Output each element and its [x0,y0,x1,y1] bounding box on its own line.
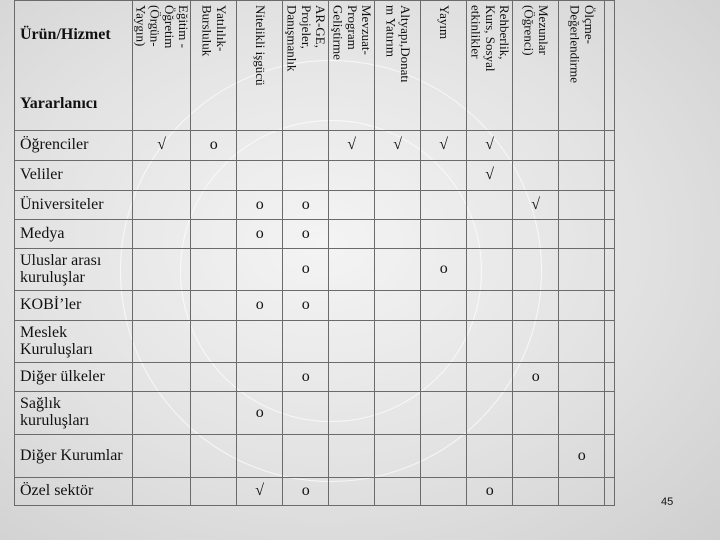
column-header: Yatılılık- Bursluluk [191,1,237,131]
table-row [15,392,615,435]
matrix-cell [375,478,421,506]
matrix-cell: √ [237,478,283,506]
matrix-cell [467,321,513,363]
row-label: Uluslar arası kuruluşlar [15,249,133,291]
matrix-cell [375,249,421,291]
matrix-cell [237,435,283,478]
table-row [15,291,615,321]
matrix-cell [329,249,375,291]
edge-cell [605,321,615,363]
edge-cell [605,220,615,249]
matrix-cell [513,249,559,291]
matrix-cell [283,321,329,363]
matrix-cell [237,321,283,363]
matrix-cell [133,435,191,478]
row-label: Üniversiteler [15,191,133,220]
matrix-cell: o [283,220,329,249]
matrix-cell: o [513,363,559,392]
matrix-cell [237,161,283,191]
column-header: Altyapı,Donatı m Yatırım [375,1,421,131]
matrix-cell [329,435,375,478]
matrix-cell [513,321,559,363]
matrix-cell [191,363,237,392]
matrix-cell [191,249,237,291]
edge-cell [605,161,615,191]
row-label: KOBİ’ler [15,291,133,321]
edge-cell [605,363,615,392]
matrix-cell [191,291,237,321]
matrix-cell [191,321,237,363]
edge-cell [605,131,615,161]
matrix-cell [513,478,559,506]
matrix-cell [329,191,375,220]
corner-beneficiary-label: Yararlanıcı [20,95,98,112]
matrix-cell [191,191,237,220]
matrix-cell: √ [133,131,191,161]
matrix-cell: o [559,435,605,478]
matrix-cell [559,392,605,435]
edge-cell [605,291,615,321]
beneficiary-matrix-table [14,0,615,506]
matrix-cell [421,478,467,506]
table-row [15,321,615,363]
matrix-cell [375,291,421,321]
matrix-cell: o [191,131,237,161]
matrix-cell: √ [421,131,467,161]
matrix-cell [513,161,559,191]
matrix-cell [513,291,559,321]
header-row [15,1,615,131]
matrix-cell: o [283,363,329,392]
matrix-cell [329,161,375,191]
matrix-cell [283,161,329,191]
matrix-cell: o [283,291,329,321]
matrix-cell [375,363,421,392]
edge-cell [605,249,615,291]
matrix-cell [559,191,605,220]
row-label: Sağlık kuruluşları [15,392,133,435]
matrix-cell [421,191,467,220]
matrix-cell [133,291,191,321]
matrix-cell [191,220,237,249]
column-header: Rehberlik, Kurs, Sosyal etkinlikler [467,1,513,131]
column-header: Mezunlar (Öğrenci) [513,1,559,131]
matrix-cell [329,321,375,363]
matrix-cell [421,220,467,249]
matrix-cell: √ [467,161,513,191]
matrix-cell [467,363,513,392]
matrix-cell [559,131,605,161]
column-header: Eğitim - Öğretim (Örgün- Yaygın) [133,1,191,131]
matrix-cell [559,161,605,191]
matrix-cell [191,392,237,435]
matrix-cell [375,321,421,363]
matrix-cell [421,321,467,363]
matrix-cell [133,220,191,249]
corner-product-label: Ürün/Hizmet [20,26,111,43]
table-row [15,191,615,220]
matrix-cell [133,191,191,220]
column-header: Ölçme- Değerlendirme [559,1,605,131]
column-header: Yayım [421,1,467,131]
matrix-cell [513,131,559,161]
matrix-cell [191,161,237,191]
matrix-cell [467,191,513,220]
matrix-cell [421,161,467,191]
edge-cell [605,191,615,220]
matrix-cell: o [421,249,467,291]
matrix-cell [467,392,513,435]
row-label: Diğer Kurumlar [15,435,133,478]
row-label: Özel sektör [15,478,133,506]
matrix-cell [375,161,421,191]
matrix-cell: o [283,191,329,220]
table-row [15,363,615,392]
matrix-cell: √ [467,131,513,161]
matrix-cell: o [467,478,513,506]
matrix-cell [559,363,605,392]
matrix-cell [191,435,237,478]
table-row [15,131,615,161]
matrix-cell [329,363,375,392]
matrix-cell: o [283,249,329,291]
matrix-cell [559,249,605,291]
edge-cell [605,1,615,131]
matrix-cell [559,291,605,321]
matrix-cell: o [237,392,283,435]
matrix-cell: √ [513,191,559,220]
row-label: Öğrenciler [15,131,133,161]
matrix-cell [559,478,605,506]
matrix-cell [421,435,467,478]
matrix-cell [375,435,421,478]
row-label: Diğer ülkeler [15,363,133,392]
matrix-cell [375,191,421,220]
corner-cell [15,1,133,131]
matrix-cell: √ [329,131,375,161]
column-header: Mevzuat- Program Geliştirme [329,1,375,131]
table-row [15,435,615,478]
matrix-cell [237,131,283,161]
matrix-cell [375,220,421,249]
row-label: Medya [15,220,133,249]
matrix-cell [133,363,191,392]
edge-cell [605,478,615,506]
matrix-cell [283,392,329,435]
table-row [15,249,615,291]
matrix-cell [559,321,605,363]
matrix-cell [421,291,467,321]
matrix-cell: o [237,220,283,249]
matrix-cell [559,220,605,249]
matrix-cell [513,435,559,478]
matrix-cell [467,249,513,291]
matrix-cell: o [283,478,329,506]
table-row [15,478,615,506]
row-label: Veliler [15,161,133,191]
matrix-cell [283,131,329,161]
matrix-cell [329,220,375,249]
matrix-cell [191,478,237,506]
matrix-cell [467,291,513,321]
matrix-cell: o [237,291,283,321]
matrix-cell [375,392,421,435]
matrix-cell [237,249,283,291]
matrix-cell [283,435,329,478]
matrix-cell: o [237,191,283,220]
matrix-cell [329,291,375,321]
column-header: Nitelikli işgücü [237,1,283,131]
matrix-cell [133,161,191,191]
edge-cell [605,435,615,478]
edge-cell [605,392,615,435]
matrix-cell [513,220,559,249]
matrix-cell [467,435,513,478]
table-row [15,220,615,249]
matrix-cell [329,478,375,506]
matrix-cell [513,392,559,435]
matrix-cell [133,249,191,291]
matrix-cell [237,363,283,392]
matrix-cell [133,478,191,506]
column-header: AR-GE, Projeler, Danışmanlık [283,1,329,131]
matrix-cell [329,392,375,435]
matrix-cell: √ [375,131,421,161]
matrix-cell [467,220,513,249]
row-label: Meslek Kuruluşları [15,321,133,363]
matrix-cell [133,392,191,435]
matrix-cell [133,321,191,363]
matrix-cell [421,363,467,392]
table-row [15,161,615,191]
matrix-cell [421,392,467,435]
page-number: 45 [661,496,674,508]
